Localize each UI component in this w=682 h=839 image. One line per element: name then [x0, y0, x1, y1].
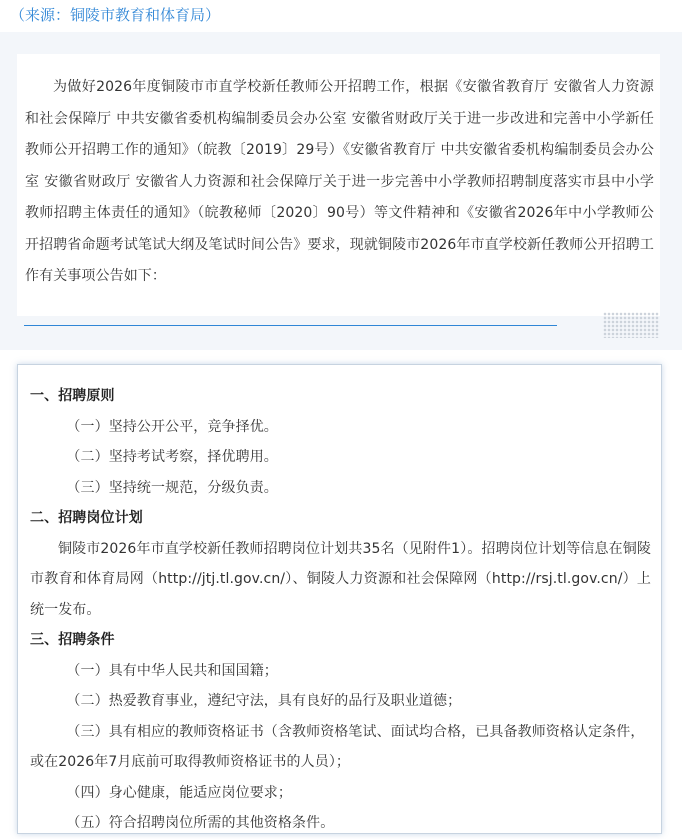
dot-pattern-decoration: [603, 312, 659, 338]
section-heading-positions: 二、招聘岗位计划: [30, 510, 143, 526]
condition-item: （三）具有相应的教师资格证书（含教师资格笔试、面试均合格，已具备教师资格认定条件，或在2026年7月底前可取得教师资格证书的人员）；: [30, 723, 645, 770]
condition-item: （一）具有中华人民共和国国籍；: [66, 662, 278, 679]
article-source: （来源：铜陵市教育和体育局）: [10, 6, 221, 24]
condition-item: （四）身心健康，能适应岗位要求；: [66, 784, 292, 801]
principle-item: （三）坚持统一规范，分级负责。: [66, 479, 278, 496]
announcement-body: [17, 364, 662, 834]
divider-line: [24, 325, 557, 326]
section-heading-conditions: 三、招聘条件: [30, 632, 115, 648]
section-heading-principles: 一、招聘原则: [30, 388, 115, 404]
principle-item: （二）坚持考试考察，择优聘用。: [66, 449, 278, 465]
condition-item: （二）热爱教育事业，遵纪守法，具有良好的品行及职业道德；: [66, 693, 462, 709]
principle-item: （一）坚持公开公平，竞争择优。: [66, 418, 278, 435]
intro-panel: [0, 32, 682, 350]
condition-item: （五）符合招聘岗位所需的其他资格条件。: [66, 815, 335, 831]
intro-card: [17, 54, 660, 316]
positions-paragraph: 铜陵市2026年市直学校新任教师招聘岗位计划共35名（见附件1）。招聘岗位计划等信息在铜陵市教育和体育局网（http://jtj.tl.gov.cn/）、铜陵人力资源和社会保障网（http://rsj.tl.gov.cn/）上统一发布。: [30, 540, 651, 618]
intro-paragraph: 为做好2026年度铜陵市市直学校新任教师公开招聘工作，根据《安徽省教育厅 安徽省人力资源和社会保障厅 中共安徽省委机构编制委员会办公室 安徽省财政厅关于进一步改进和完善中小学新任教师公开招聘工作的通知》（皖教〔2019〕29号）《安徽省教育厅 中共安徽省委机构编制委员会办公室 安徽省财政厅 安徽省人力资源和社会保障厅关于进一步完善中小学教师招聘制度落实市县中小学教师招聘主体责任的通知》（皖教秘师〔2020〕90号）等文件精神和《安徽省2026年中小学教师公开招聘省命题考试笔试大纲及笔试时间公告》要求，现就铜陵市2026年市直学校新任教师公开招聘工作有关事项公告如下：: [25, 79, 654, 284]
